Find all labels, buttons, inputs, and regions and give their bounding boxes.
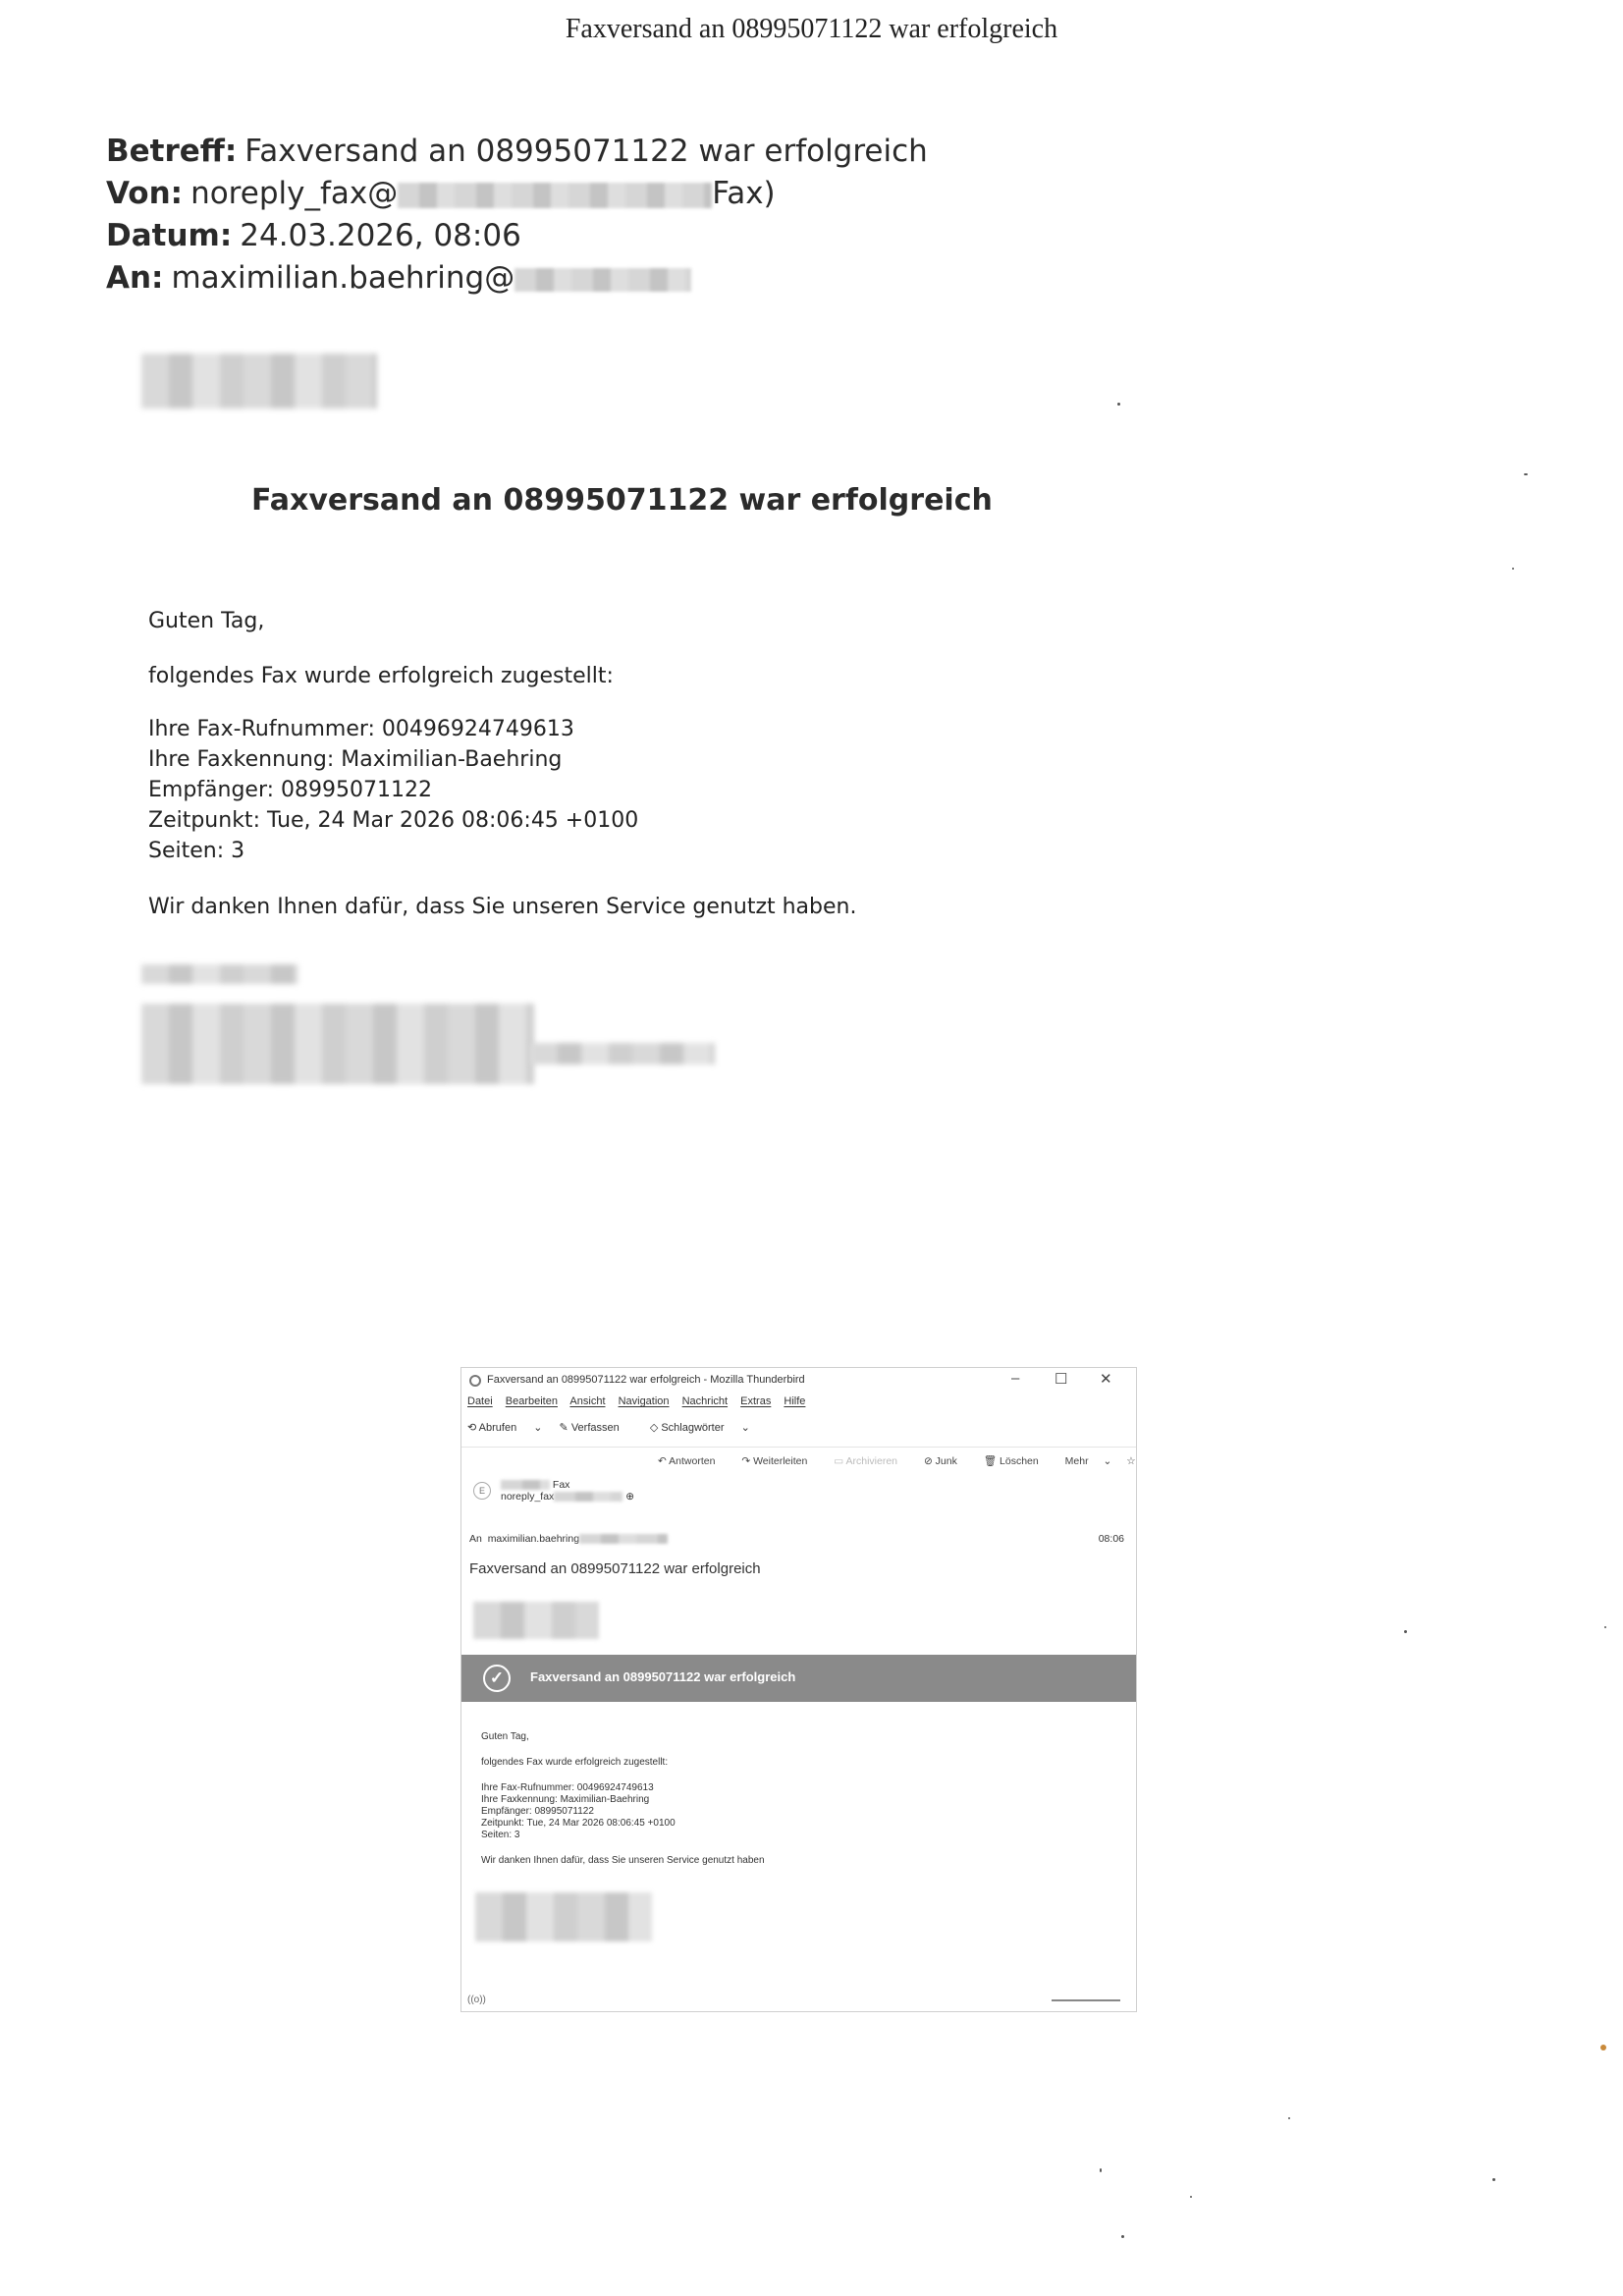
tb-detail-pages: Seiten: 3	[481, 1830, 520, 1840]
body-heading: Faxversand an 08995071122 war erfolgreich	[251, 483, 993, 518]
toolbar-divider	[461, 1447, 1136, 1448]
sender-address[interactable]: noreply_fax	[501, 1491, 555, 1503]
redacted-to-address	[579, 1534, 668, 1544]
redacted-logo	[141, 354, 377, 409]
menu-datei[interactable]: Datei	[467, 1395, 493, 1407]
to-line	[469, 1533, 668, 1545]
date-value: 24.03.2026, 08:06	[240, 218, 521, 253]
sender-name: Fax	[552, 1479, 570, 1491]
junk-button[interactable]: ⊘ Junk	[923, 1455, 957, 1467]
redacted-sender-address	[554, 1492, 622, 1502]
checkmark-icon: ✓	[483, 1665, 511, 1692]
message-subject: Faxversand an 08995071122 war erfolgreich	[469, 1560, 761, 1577]
redacted-to	[514, 268, 691, 292]
compose-button[interactable]: ✎ Verfassen	[559, 1422, 620, 1434]
subject-label: Betreff:	[106, 134, 238, 169]
from-header	[106, 176, 776, 211]
scrollbar[interactable]	[1052, 1999, 1120, 2001]
tb-detail-fax-id: Ihre Faxkennung: Maximilian-Baehring	[481, 1794, 650, 1805]
redacted-signature-name	[141, 964, 298, 984]
date-label: Datum:	[106, 218, 233, 253]
sender-avatar: E	[473, 1482, 491, 1500]
redacted-signature-line	[530, 1043, 715, 1065]
menu-bar	[467, 1395, 815, 1407]
menu-nachricht[interactable]: Nachricht	[681, 1395, 729, 1407]
forward-button[interactable]: ↷ Weiterleiten	[741, 1455, 808, 1467]
maximize-button[interactable]: ☐	[1055, 1371, 1068, 1388]
redacted-signature-block	[141, 1004, 534, 1084]
from-value-end: Fax)	[712, 176, 776, 211]
page-title: Faxversand an 08995071122 war erfolgreich	[565, 14, 1058, 44]
menu-navigation[interactable]: Navigation	[618, 1395, 670, 1407]
banner-text: Faxversand an 08995071122 war erfolgreich	[530, 1669, 796, 1684]
menu-hilfe[interactable]: Hilfe	[784, 1395, 806, 1407]
redacted-logo-small	[473, 1602, 599, 1639]
subject-header	[106, 134, 928, 169]
tb-greeting: Guten Tag,	[481, 1731, 529, 1742]
detail-recipient: Empfänger: 08995071122	[148, 778, 432, 802]
to-label: An	[469, 1533, 482, 1545]
tags-button[interactable]: ◇ Schlagwörter ⌄	[649, 1422, 750, 1434]
redacted-signature-small	[475, 1892, 652, 1941]
from-label: Von:	[106, 176, 184, 211]
detail-fax-id: Ihre Faxkennung: Maximilian-Baehring	[148, 747, 563, 772]
star-icon[interactable]: ☆	[1126, 1455, 1136, 1467]
intro-text: folgendes Fax wurde erfolgreich zugestellt:	[148, 664, 614, 688]
to-address[interactable]: maximilian.baehring	[487, 1533, 580, 1545]
contact-icon[interactable]: ⊕	[625, 1491, 635, 1503]
get-messages-button[interactable]: ⟲ Abrufen ⌄	[467, 1422, 543, 1434]
subject-value: Faxversand an 08995071122 war erfolgreich	[244, 134, 928, 169]
archive-button[interactable]: ▭ Archivieren	[834, 1455, 898, 1467]
message-time: 08:06	[1098, 1533, 1124, 1545]
redacted-from	[398, 183, 712, 208]
menu-ansicht[interactable]: Ansicht	[569, 1395, 606, 1407]
from-block	[501, 1479, 634, 1503]
to-label: An:	[106, 260, 164, 296]
thanks-text: Wir danken Ihnen dafür, dass Sie unseren Service genutzt haben.	[148, 895, 857, 919]
main-toolbar	[467, 1421, 764, 1434]
tb-intro: folgendes Fax wurde erfolgreich zugestellt:	[481, 1757, 669, 1768]
close-button[interactable]: ✕	[1100, 1371, 1112, 1388]
tb-detail-timestamp: Zeitpunkt: Tue, 24 Mar 2026 08:06:45 +0100	[481, 1818, 676, 1829]
tb-detail-fax-number: Ihre Fax-Rufnummer: 00496924749613	[481, 1782, 654, 1793]
detail-timestamp: Zeitpunkt: Tue, 24 Mar 2026 08:06:45 +0100	[148, 808, 639, 833]
greeting: Guten Tag,	[148, 609, 265, 633]
tb-thanks: Wir danken Ihnen dafür, dass Sie unseren Service genutzt haben	[481, 1855, 765, 1866]
menu-bearbeiten[interactable]: Bearbeiten	[505, 1395, 558, 1407]
delete-button[interactable]: 🗑 Löschen	[983, 1455, 1039, 1467]
to-value: maximilian.baehring@	[171, 260, 515, 296]
tb-detail-recipient: Empfänger: 08995071122	[481, 1806, 594, 1817]
from-value: noreply_fax@	[190, 176, 399, 211]
date-header	[106, 218, 521, 253]
thunderbird-window	[460, 1367, 1137, 2012]
redacted-sender-name	[501, 1480, 550, 1490]
minimize-button[interactable]: –	[1011, 1370, 1020, 1387]
more-button[interactable]: Mehr ⌄	[1064, 1455, 1112, 1467]
thunderbird-logo-icon	[469, 1375, 481, 1387]
menu-extras[interactable]: Extras	[740, 1395, 772, 1407]
success-banner	[461, 1655, 1136, 1702]
reply-button[interactable]: ↶ Antworten	[658, 1455, 716, 1467]
message-actions	[658, 1454, 1137, 1467]
to-header	[106, 260, 691, 296]
connection-status-icon: ((o))	[467, 1995, 486, 2005]
detail-pages: Seiten: 3	[148, 839, 245, 863]
detail-fax-number: Ihre Fax-Rufnummer: 00496924749613	[148, 717, 574, 741]
window-title: Faxversand an 08995071122 war erfolgreich - Mozilla Thunderbird	[487, 1374, 805, 1386]
window-titlebar	[461, 1368, 1136, 1394]
